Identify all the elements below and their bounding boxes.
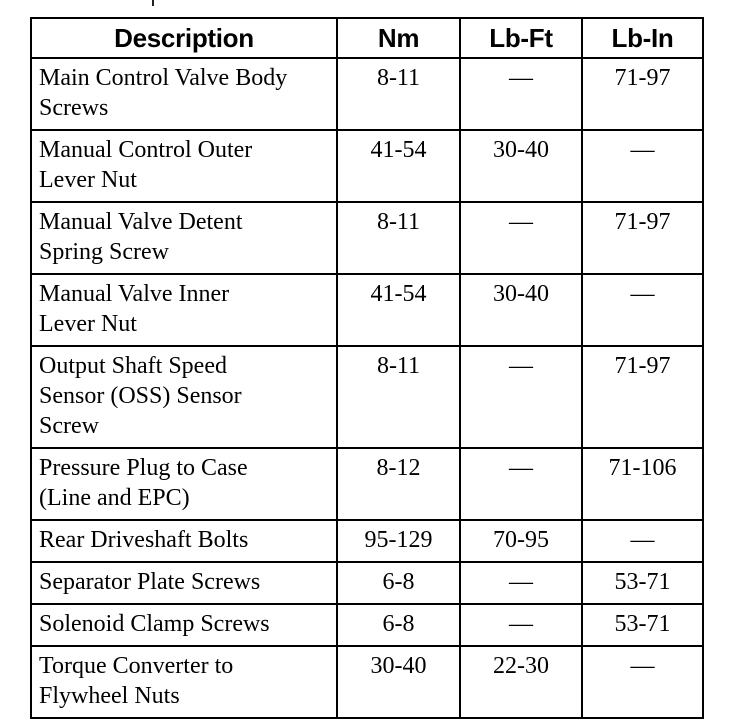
cell-lbin: 71-97 xyxy=(582,202,703,274)
cell-nm: 6-8 xyxy=(337,562,460,604)
cell-lbin: 71-97 xyxy=(582,58,703,130)
description-line: Rear Driveshaft Bolts xyxy=(39,527,249,553)
row-description xyxy=(31,58,337,130)
cell-nm: 8-11 xyxy=(337,58,460,130)
crop-mark xyxy=(152,0,154,6)
cell-lbin: — xyxy=(582,646,703,718)
description-line: Manual Valve Detent xyxy=(39,209,243,235)
row-description xyxy=(31,274,337,346)
table-row xyxy=(31,274,703,346)
table-row xyxy=(31,604,703,646)
cell-lbin: — xyxy=(582,520,703,562)
cell-nm: 8-11 xyxy=(337,346,460,448)
table-row xyxy=(31,562,703,604)
cell-nm: 30-40 xyxy=(337,646,460,718)
table-row xyxy=(31,646,703,718)
description-line: Torque Converter to xyxy=(39,653,234,679)
description-line: Pressure Plug to Case xyxy=(39,455,248,481)
cell-lbin: 71-97 xyxy=(582,346,703,448)
cell-lbft: — xyxy=(460,58,582,130)
description-line: Screw xyxy=(39,413,99,439)
row-description xyxy=(31,520,337,562)
cell-nm: 8-12 xyxy=(337,448,460,520)
header-nm: Nm xyxy=(337,18,460,58)
header-lbin: Lb-In xyxy=(582,18,703,58)
cell-lbft: 30-40 xyxy=(460,130,582,202)
table-body xyxy=(31,58,703,718)
cell-lbft: 70-95 xyxy=(460,520,582,562)
header-description: Description xyxy=(31,18,337,58)
description-line: Screws xyxy=(39,95,109,121)
cell-nm: 8-11 xyxy=(337,202,460,274)
cell-lbin: 71-106 xyxy=(582,448,703,520)
cell-lbft: — xyxy=(460,346,582,448)
description-line: Lever Nut xyxy=(39,311,137,337)
cell-lbft: — xyxy=(460,448,582,520)
cell-nm: 41-54 xyxy=(337,274,460,346)
description-line: Main Control Valve Body xyxy=(39,65,288,91)
table-row xyxy=(31,130,703,202)
description-line: (Line and EPC) xyxy=(39,485,190,511)
table-row xyxy=(31,448,703,520)
header-lbft: Lb-Ft xyxy=(460,18,582,58)
table-row xyxy=(31,346,703,448)
cell-nm: 6-8 xyxy=(337,604,460,646)
cell-lbin: — xyxy=(582,274,703,346)
description-line: Sensor (OSS) Sensor xyxy=(39,383,242,409)
header-row xyxy=(31,18,703,58)
table-row xyxy=(31,202,703,274)
table-row xyxy=(31,58,703,130)
cell-lbin: 53-71 xyxy=(582,604,703,646)
description-line: Flywheel Nuts xyxy=(39,683,180,709)
row-description xyxy=(31,346,337,448)
row-description xyxy=(31,130,337,202)
row-description xyxy=(31,202,337,274)
cell-nm: 41-54 xyxy=(337,130,460,202)
row-description xyxy=(31,646,337,718)
torque-spec-table xyxy=(30,17,704,719)
description-line: Separator Plate Screws xyxy=(39,569,261,595)
cell-lbft: — xyxy=(460,562,582,604)
cell-lbft: 22-30 xyxy=(460,646,582,718)
row-description xyxy=(31,448,337,520)
description-line: Spring Screw xyxy=(39,239,169,265)
cell-lbft: 30-40 xyxy=(460,274,582,346)
row-description xyxy=(31,604,337,646)
cell-lbin: — xyxy=(582,130,703,202)
cell-lbft: — xyxy=(460,202,582,274)
description-line: Lever Nut xyxy=(39,167,137,193)
description-line: Manual Valve Inner xyxy=(39,281,230,307)
cell-nm: 95-129 xyxy=(337,520,460,562)
table-row xyxy=(31,520,703,562)
cell-lbin: 53-71 xyxy=(582,562,703,604)
description-line: Solenoid Clamp Screws xyxy=(39,611,270,637)
description-line: Manual Control Outer xyxy=(39,137,253,163)
cell-lbft: — xyxy=(460,604,582,646)
row-description xyxy=(31,562,337,604)
description-line: Output Shaft Speed xyxy=(39,353,227,379)
